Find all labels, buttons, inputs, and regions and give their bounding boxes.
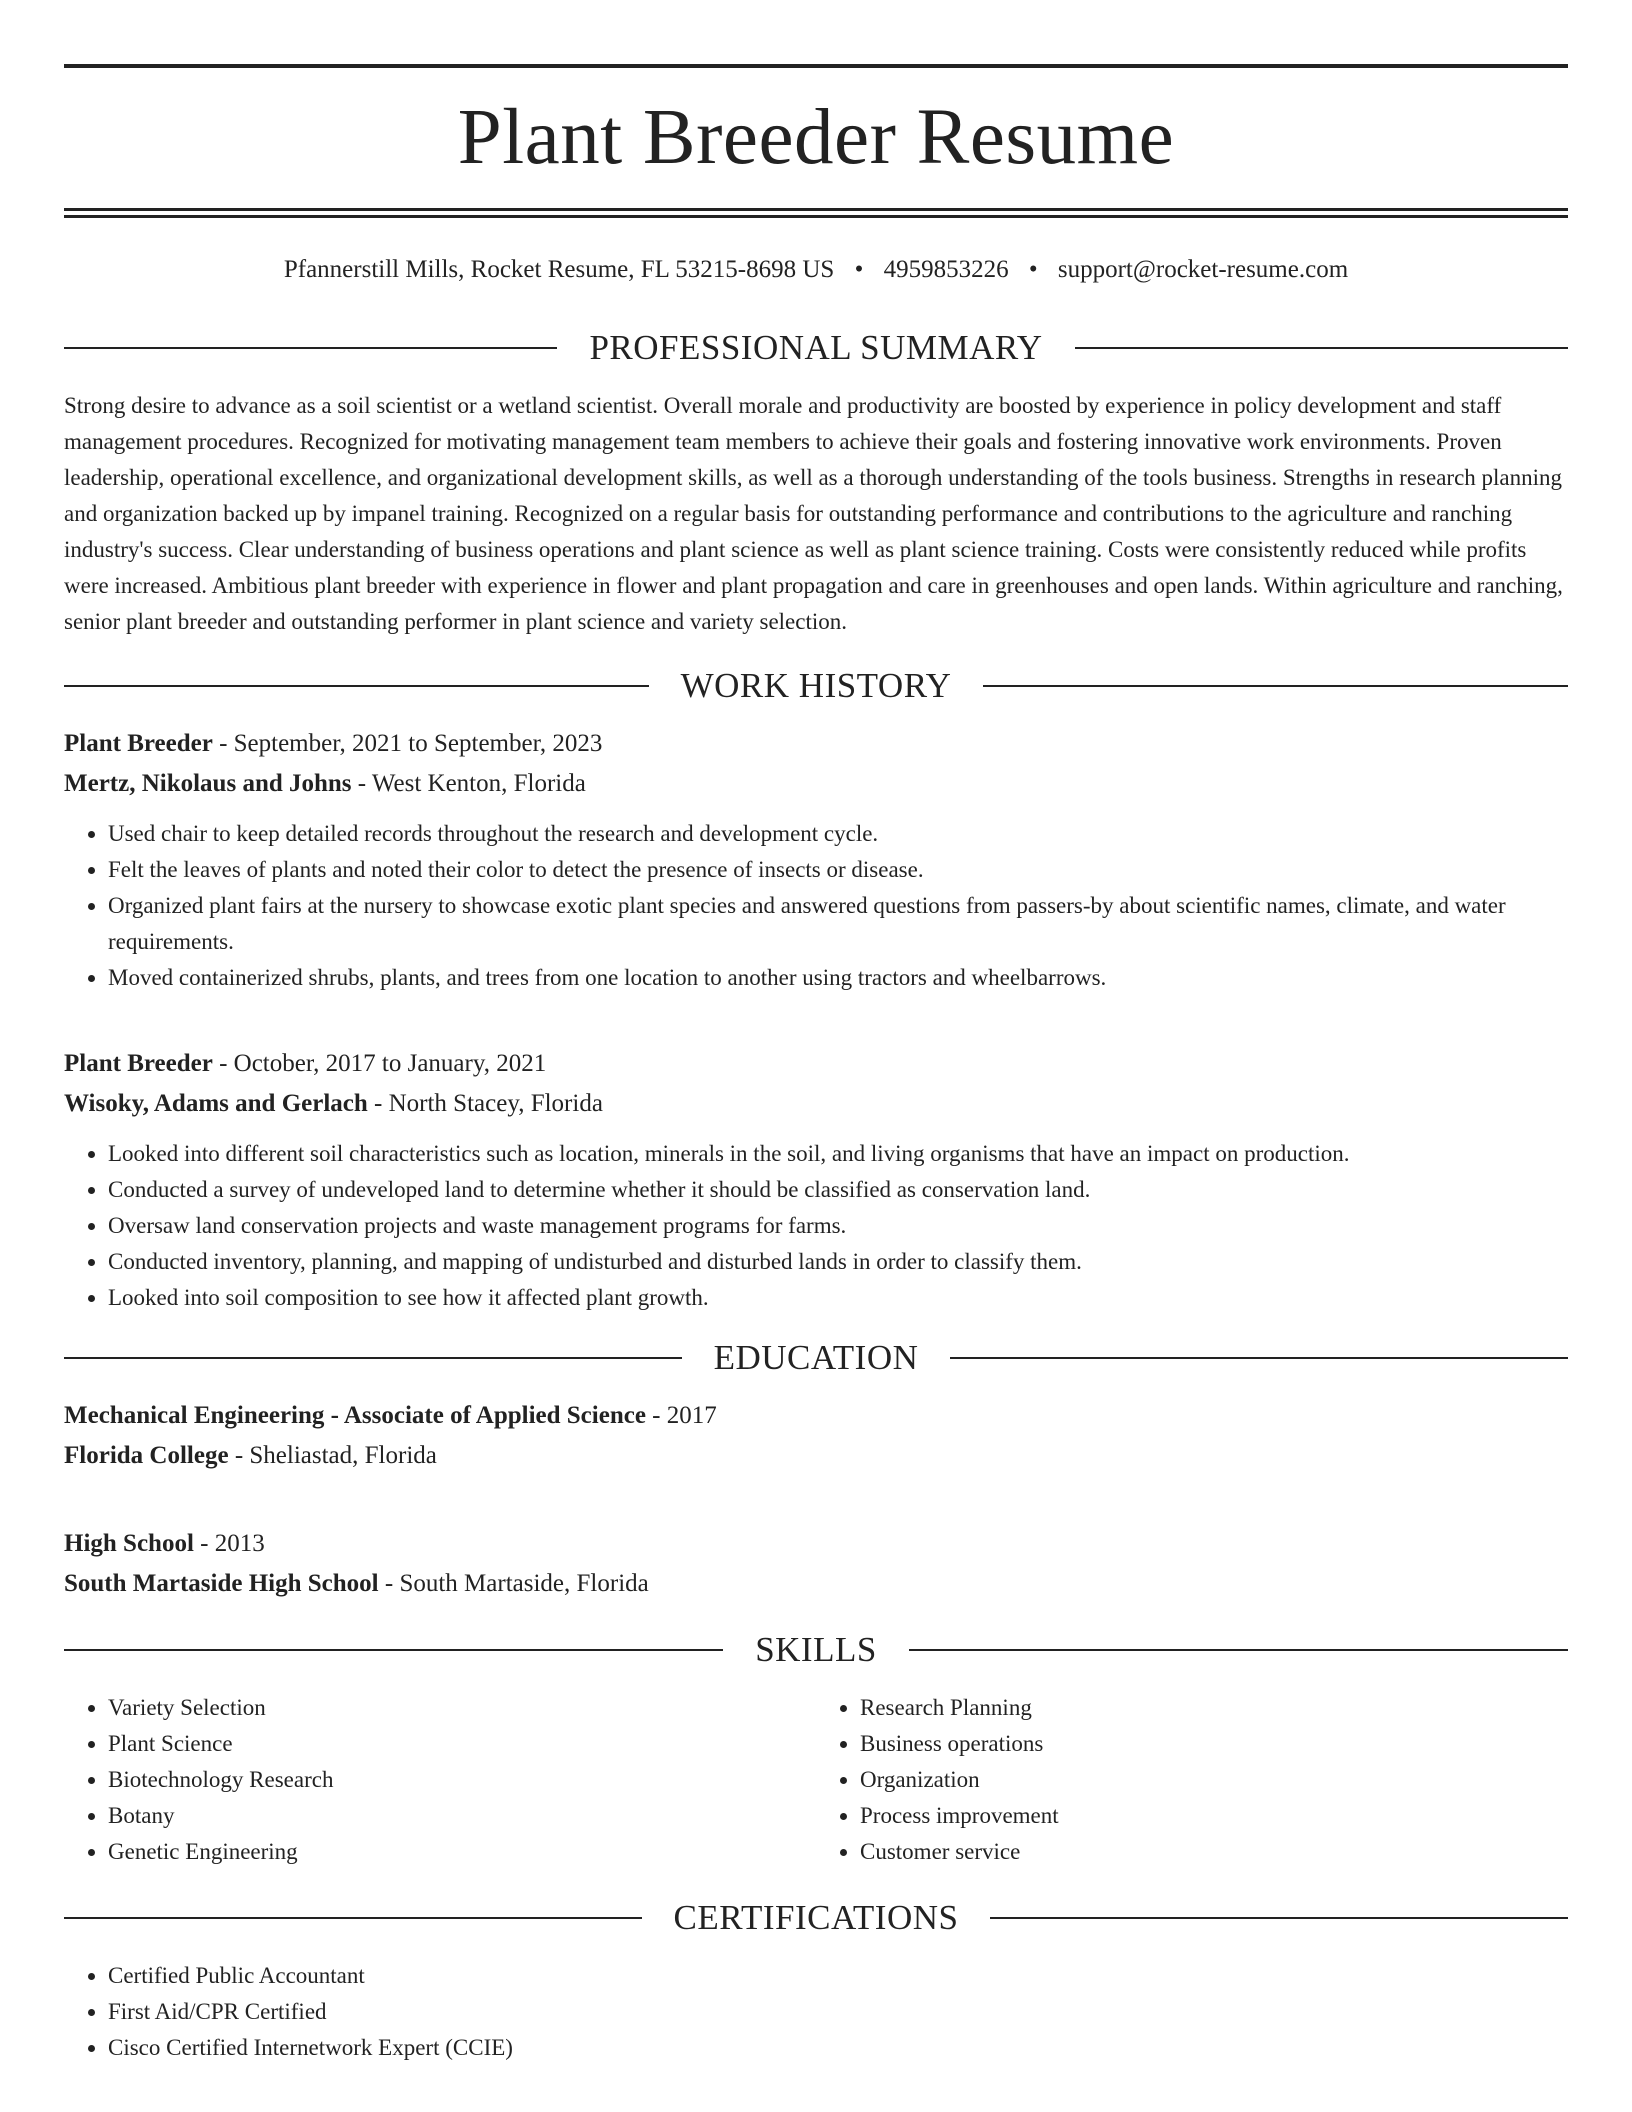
certifications-list [64, 1958, 1568, 2066]
education-degree-line [64, 1396, 1568, 1436]
skill-item: • Biotechnology Research [108, 1762, 816, 1798]
education-location: - South Martaside, Florida [378, 1570, 649, 1597]
job-entry [64, 724, 1568, 996]
education-degree-line [64, 1524, 1568, 1564]
heading-rule [64, 1917, 642, 1919]
job-entry [64, 1044, 1568, 1316]
skills-column-right [816, 1690, 1568, 1870]
heading-rule [950, 1357, 1568, 1359]
section-heading-skills [64, 1630, 1568, 1670]
heading-rule [1075, 347, 1568, 349]
heading-rule [990, 1917, 1568, 1919]
title-double-rule [64, 208, 1568, 218]
heading-label: WORK HISTORY [680, 666, 952, 705]
heading-rule [64, 1357, 682, 1359]
contact-line [64, 254, 1568, 286]
job-company: Wisoky, Adams and Gerlach [64, 1090, 368, 1117]
education-school-line [64, 1564, 1568, 1604]
job-title-line [64, 1044, 1568, 1084]
education-year: - 2013 [193, 1530, 265, 1557]
list-item: • Organized plant fairs at the nursery to showcase exotic plant species and answered questions from passers-by about scientific names, climate, and water requirements. [108, 888, 1568, 960]
heading-rule [64, 1649, 723, 1651]
section-heading-summary [64, 328, 1568, 368]
job-title: Plant Breeder [64, 1050, 213, 1077]
education-year: - 2017 [645, 1402, 717, 1429]
job-location: - North Stacey, Florida [367, 1090, 603, 1117]
job-location: - West Kenton, Florida [351, 770, 586, 797]
work-history-list [64, 724, 1568, 1316]
education-school-line [64, 1436, 1568, 1476]
education-school: Florida College [64, 1442, 229, 1469]
job-bullets [64, 816, 1568, 996]
job-bullets [64, 1136, 1568, 1316]
job-title: Plant Breeder [64, 730, 213, 757]
certification-item: • First Aid/CPR Certified [108, 1994, 1568, 2030]
contact-separator: • [1028, 256, 1038, 283]
job-dates: - October, 2017 to January, 2021 [212, 1050, 547, 1077]
skills-list-right [816, 1690, 1568, 1870]
top-rule [64, 64, 1568, 68]
section-heading-certifications [64, 1898, 1568, 1938]
education-school: South Martaside High School [64, 1570, 379, 1597]
education-entry [64, 1524, 1568, 1604]
list-item: • Used chair to keep detailed records throughout the research and development cycle. [108, 816, 1568, 852]
section-heading-education [64, 1338, 1568, 1378]
contact-separator: • [854, 256, 864, 283]
job-spacer [64, 996, 1568, 1026]
heading-rule [64, 685, 649, 687]
list-item: • Oversaw land conservation projects and waste management programs for farms. [108, 1208, 1568, 1244]
summary-paragraph: Strong desire to advance as a soil scientist or a wetland scientist. Overall morale and productivity are boosted by experience in policy development and staff management procedures. Recognized for motivating management team members to achieve their goals and fostering innovative work environments. Proven leadership, operational excellence, and organizational development skills, as well as a thorough understanding of the tools business. Strengths in research planning and organization backed up by impanel training. Recognized on a regular basis for outstanding performance and contributions to the agriculture and ranching industry's success. Clear understanding of business operations and plant science as well as plant science training. Costs were consistently reduced while profits were increased. Ambitious plant breeder with experience in flower and plant propagation and care in greenhouses and open lands. Within agriculture and ranching, senior plant breeder and outstanding performer in plant science and variety selection. [64, 393, 1563, 634]
page-title: Plant Breeder Resume [457, 94, 1175, 181]
skill-item: • Genetic Engineering [108, 1834, 816, 1870]
list-item: • Felt the leaves of plants and noted their color to detect the presence of insects or disease. [108, 852, 1568, 888]
education-location: - Sheliastad, Florida [228, 1442, 437, 1469]
contact-phone: 4959853226 [883, 256, 1009, 283]
section-heading-work [64, 666, 1568, 706]
skills-grid [64, 1690, 1568, 1870]
contact-email: support@rocket-resume.com [1057, 256, 1349, 283]
list-item: • Looked into different soil characteristics such as location, minerals in the soil, and living organisms that have an impact on production. [108, 1136, 1568, 1172]
edu-spacer [64, 1476, 1568, 1506]
list-item: • Moved containerized shrubs, plants, and trees from one location to another using tractors and wheelbarrows. [108, 960, 1568, 996]
heading-rule [909, 1649, 1568, 1651]
skill-item: • Research Planning [860, 1690, 1568, 1726]
skill-item: • Customer service [860, 1834, 1568, 1870]
skill-item: • Plant Science [108, 1726, 816, 1762]
job-title-line [64, 724, 1568, 764]
heading-label: PROFESSIONAL SUMMARY [589, 328, 1043, 367]
list-item: • Conducted a survey of undeveloped land to determine whether it should be classified as conservation land. [108, 1172, 1568, 1208]
job-dates: - September, 2021 to September, 2023 [212, 730, 603, 757]
job-company: Mertz, Nikolaus and Johns [64, 770, 352, 797]
job-company-line [64, 1084, 1568, 1124]
education-entry [64, 1396, 1568, 1476]
skill-item: • Organization [860, 1762, 1568, 1798]
skill-item: • Business operations [860, 1726, 1568, 1762]
skill-item: • Process improvement [860, 1798, 1568, 1834]
education-degree: Mechanical Engineering - Associate of Applied Science [64, 1402, 646, 1429]
heading-label: SKILLS [755, 1630, 877, 1669]
heading-rule [64, 347, 557, 349]
heading-label: EDUCATION [713, 1338, 919, 1377]
skill-item: • Botany [108, 1798, 816, 1834]
job-company-line [64, 764, 1568, 804]
list-item: • Looked into soil composition to see how it affected plant growth. [108, 1280, 1568, 1316]
education-list [64, 1396, 1568, 1604]
heading-label: CERTIFICATIONS [673, 1898, 959, 1937]
contact-address: Pfannerstill Mills, Rocket Resume, FL 53215-8698 US [283, 256, 835, 283]
list-item: • Conducted inventory, planning, and mapping of undisturbed and disturbed lands in order to classify them. [108, 1244, 1568, 1280]
skill-item: • Variety Selection [108, 1690, 816, 1726]
certifications-block [64, 1958, 1568, 2066]
heading-rule [983, 685, 1568, 687]
skills-column-left [64, 1690, 816, 1870]
education-degree: High School [64, 1530, 194, 1557]
certification-item: • Certified Public Accountant [108, 1958, 1568, 1994]
certification-item: • Cisco Certified Internetwork Expert (CCIE) [108, 2030, 1568, 2066]
skills-list-left [64, 1690, 816, 1870]
